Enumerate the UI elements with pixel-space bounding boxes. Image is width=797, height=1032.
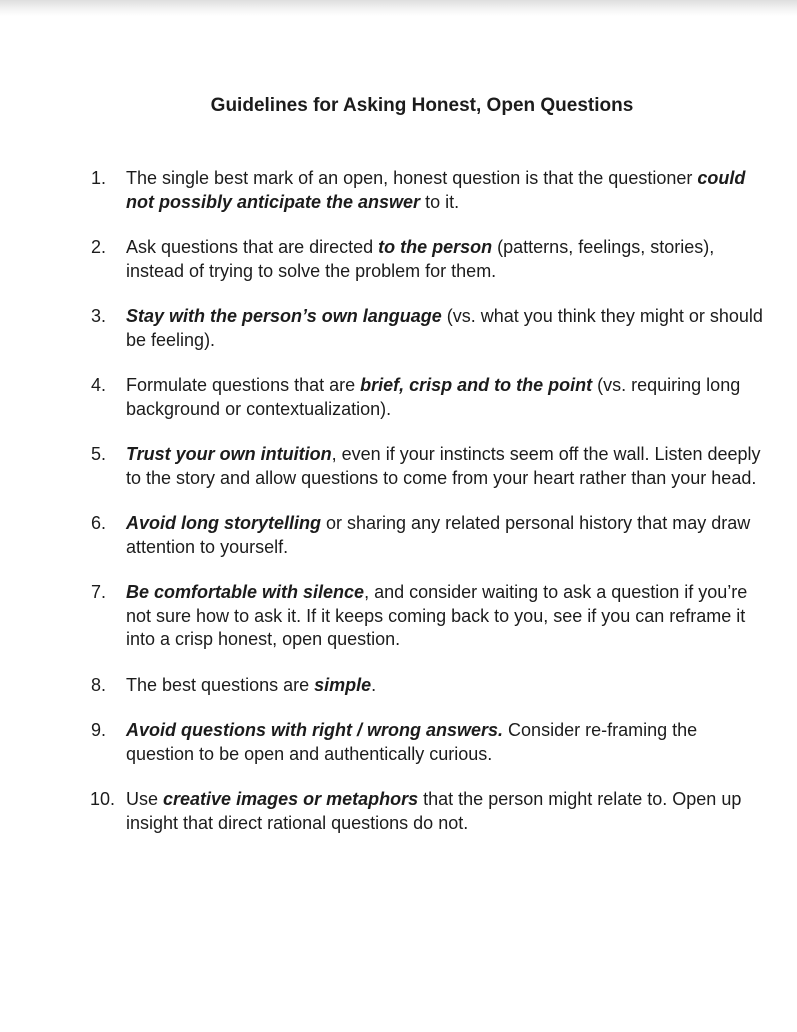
item-number: 1. — [91, 168, 107, 188]
item-text: Formulate questions that are brief, crisp and to the point (vs. requiring long background or contextualization). — [126, 375, 741, 419]
list-item — [90, 443, 770, 490]
list-item — [90, 236, 770, 283]
list-item — [90, 305, 770, 352]
list-item — [90, 374, 770, 421]
list-item — [90, 674, 770, 698]
list-item — [90, 167, 770, 214]
item-text: Avoid long storytelling or sharing any related personal history that may draw attention to yourself. — [126, 513, 751, 557]
item-number: 2. — [91, 237, 107, 257]
list-item — [90, 581, 770, 652]
item-text: Ask questions that are directed to the person (patterns, feelings, stories), instead of trying to solve the problem for them. — [126, 237, 715, 281]
item-number: 10. — [90, 789, 116, 809]
list-item — [90, 719, 770, 766]
item-number: 4. — [91, 375, 107, 395]
guidelines-list — [90, 167, 770, 857]
item-text: Be comfortable with silence, and consider waiting to ask a question if you’re not sure how to ask it. If it keeps coming back to you, see if you can reframe it into a crisp honest, open question. — [126, 582, 748, 649]
item-text: Avoid questions with right / wrong answers. Consider re-framing the question to be open and authentically curious. — [126, 720, 698, 764]
item-text: Stay with the person’s own language (vs. what you think they might or should be feeling). — [126, 306, 763, 350]
item-text: Trust your own intuition, even if your instincts seem off the wall. Listen deeply to the story and allow questions to come from your heart rather than your head. — [126, 444, 761, 488]
item-number: 7. — [91, 582, 107, 602]
item-number: 5. — [91, 444, 107, 464]
item-number: 6. — [91, 513, 107, 533]
page-top-edge — [0, 0, 797, 16]
item-text: The single best mark of an open, honest question is that the questioner could not possibly anticipate the answer to it. — [126, 168, 746, 212]
page-title: Guidelines for Asking Honest, Open Questions — [210, 95, 634, 116]
item-text: The best questions are simple. — [126, 674, 377, 695]
item-text: Use creative images or metaphors that the person might relate to. Open up insight that direct rational questions do not. — [126, 789, 742, 833]
item-number: 9. — [91, 720, 107, 740]
item-number: 3. — [91, 306, 107, 326]
list-item — [90, 512, 770, 559]
item-number: 8. — [91, 674, 107, 695]
list-item — [90, 788, 770, 835]
